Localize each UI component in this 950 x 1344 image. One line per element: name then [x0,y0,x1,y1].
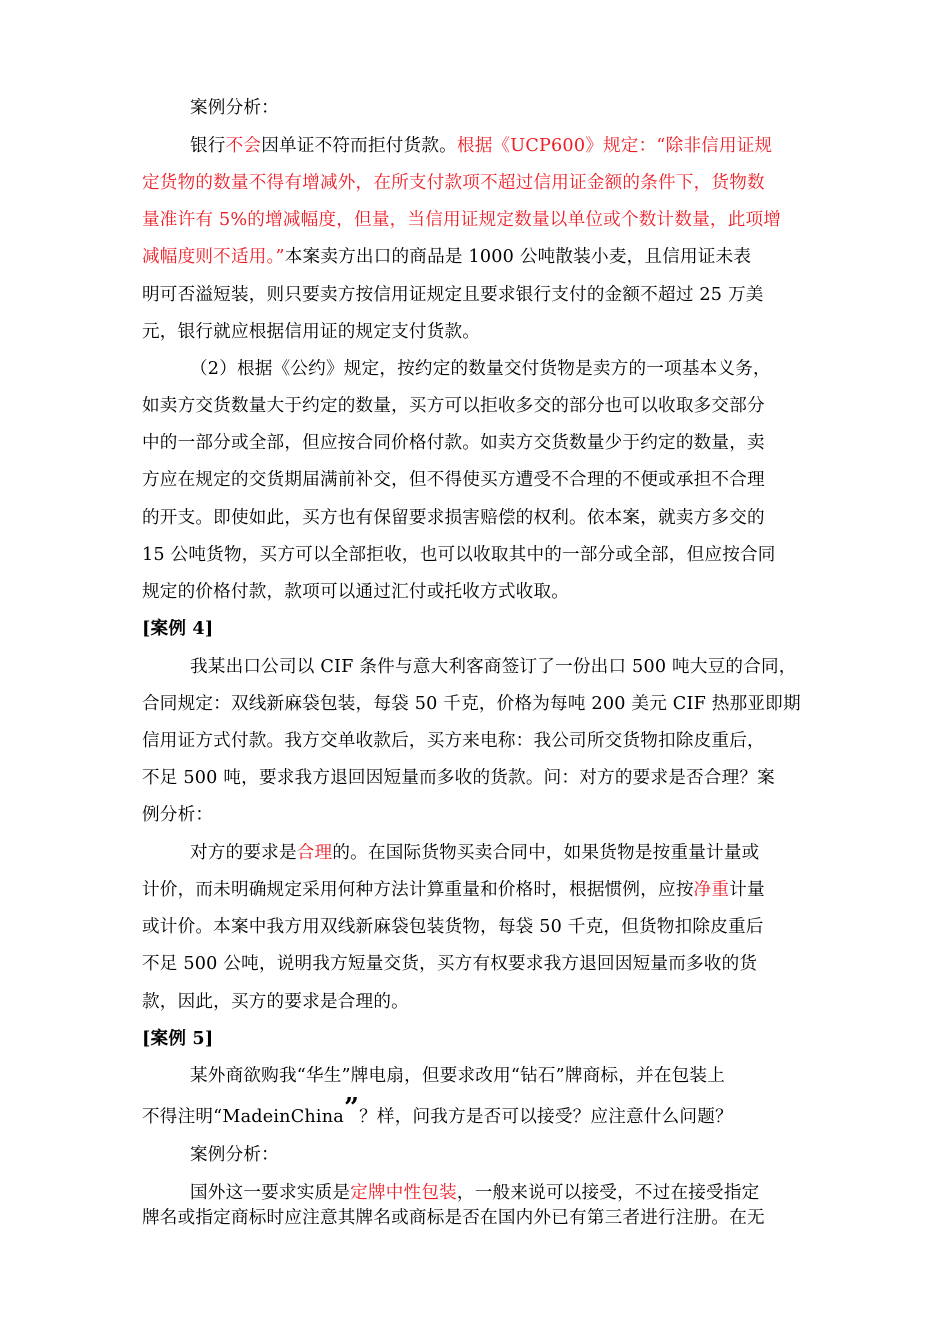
text-run: 对方的要求是 [190,843,297,863]
paragraph-line: 款，因此，买方的要求是合理的。 [142,992,409,1012]
text-run: 计量 [729,880,765,900]
paragraph-line: 不足 500 吨，要求我方退回因短量而多收的货款。问：对方的要求是否合理？案 [142,768,775,788]
text-run: 的。在国际货物买卖合同中，如果货物是按重量计量或 [332,843,760,863]
highlight-text: 根据《UCP600》规定：“除非信用证规 [456,136,773,156]
text-run: 因单证不符而拒付货款。 [261,136,457,156]
paragraph-line [190,1181,759,1205]
analysis-heading: 案例分析： [190,98,279,118]
highlight-text: 合理 [296,843,333,863]
case-5-title: [案例 5] [142,1028,214,1049]
paragraph-line: 信用证方式付款。我方交单收款后，买方来电称：我公司所交货物扣除皮重后， [142,731,765,751]
text-run: 银行 [190,136,226,156]
paragraph-line: 中的一部分或全部，但应按合同价格付款。如卖方交货数量少于约定的数量，卖 [142,433,765,453]
paragraph-line: 定货物的数量不得有增减外，在所支付款项不超过信用证金额的条件下，货物数 [142,173,765,193]
paragraph-line: 例分析： [142,805,214,825]
analysis-heading: 案例分析： [190,1145,279,1165]
paragraph-line [142,878,765,902]
paragraph-line: （2）根据《公约》规定，按约定的数量交付货物是卖方的一项基本义务， [190,359,771,379]
paragraph-line: 明可否溢短装，则只要卖方按信用证规定且要求银行支付的金额不超过 25 万美 [142,285,764,305]
text-run: 国外这一要求实质是 [190,1183,351,1203]
highlight-text: 定牌中性包装 [350,1183,457,1203]
paragraph-line: 我某出口公司以 CIF 条件与意大利客商签订了一份出口 500 吨大豆的合同， [190,657,797,677]
paragraph-line [142,1093,733,1129]
text-run: 计价，而未明确规定采用何种方法计算重量和价格时，根据惯例，应按 [142,880,694,900]
paragraph-line: 牌名或指定商标时应注意其牌名或商标是否在国内外已有第三者进行注册。在无 [142,1208,765,1228]
paragraph-line [142,245,751,269]
paragraph-line: 方应在规定的交货期届满前补交，但不得使买方遭受不合理的不便或承担不合理 [142,470,765,490]
paragraph-line: 某外商欲购我“华生”牌电扇，但要求改用“钻石”牌商标，并在包装上 [190,1066,726,1086]
paragraph-line: 元，银行就应根据信用证的规定支付货款。 [142,322,481,342]
paragraph-line [190,841,759,865]
closing-quote: ” [343,1093,360,1123]
paragraph-line: 15 公吨货物，买方可以全部拒收，也可以收取其中的一部分或全部，但应按合同 [142,545,776,565]
paragraph-line [190,134,772,158]
text-run: 本案卖方出口的商品是 1000 公吨散装小麦，且信用证未表 [284,247,752,267]
paragraph-line: 合同规定：双线新麻袋包装，每袋 50 千克，价格为每吨 200 美元 CIF 热那亚即期 [142,694,801,714]
text-run: ？样，问我方是否可以接受？应注意什么问题？ [359,1107,733,1127]
highlight-text: 净重 [693,880,730,900]
paragraph-line: 量准许有 5%的增减幅度，但量，当信用证规定数量以单位或个数计数量，此项增 [142,210,782,230]
paragraph-line: 规定的价格付款，款项可以通过汇付或托收方式收取。 [142,582,570,602]
paragraph-line: 或计价。本案中我方用双线新麻袋包装货物，每袋 50 千克，但货物扣除皮重后 [142,917,764,937]
paragraph-line: 不足 500 公吨，说明我方短量交货，买方有权要求我方退回因短量而多收的货 [142,954,758,974]
text-run: ，一般来说可以接受，不过在接受指定 [456,1183,760,1203]
paragraph-line: 的开支。即使如此，买方也有保留要求损害赔偿的权利。依本案，就卖方多交的 [142,508,765,528]
text-run: 不得注明“MadeinChina [142,1107,344,1127]
highlight-text: 不会 [225,136,262,156]
highlight-text: 减幅度则不适用。” [142,247,285,267]
case-4-title: [案例 4] [142,618,214,639]
paragraph-line: 如卖方交货数量大于约定的数量，买方可以拒收多交的部分也可以收取多交部分 [142,396,765,416]
